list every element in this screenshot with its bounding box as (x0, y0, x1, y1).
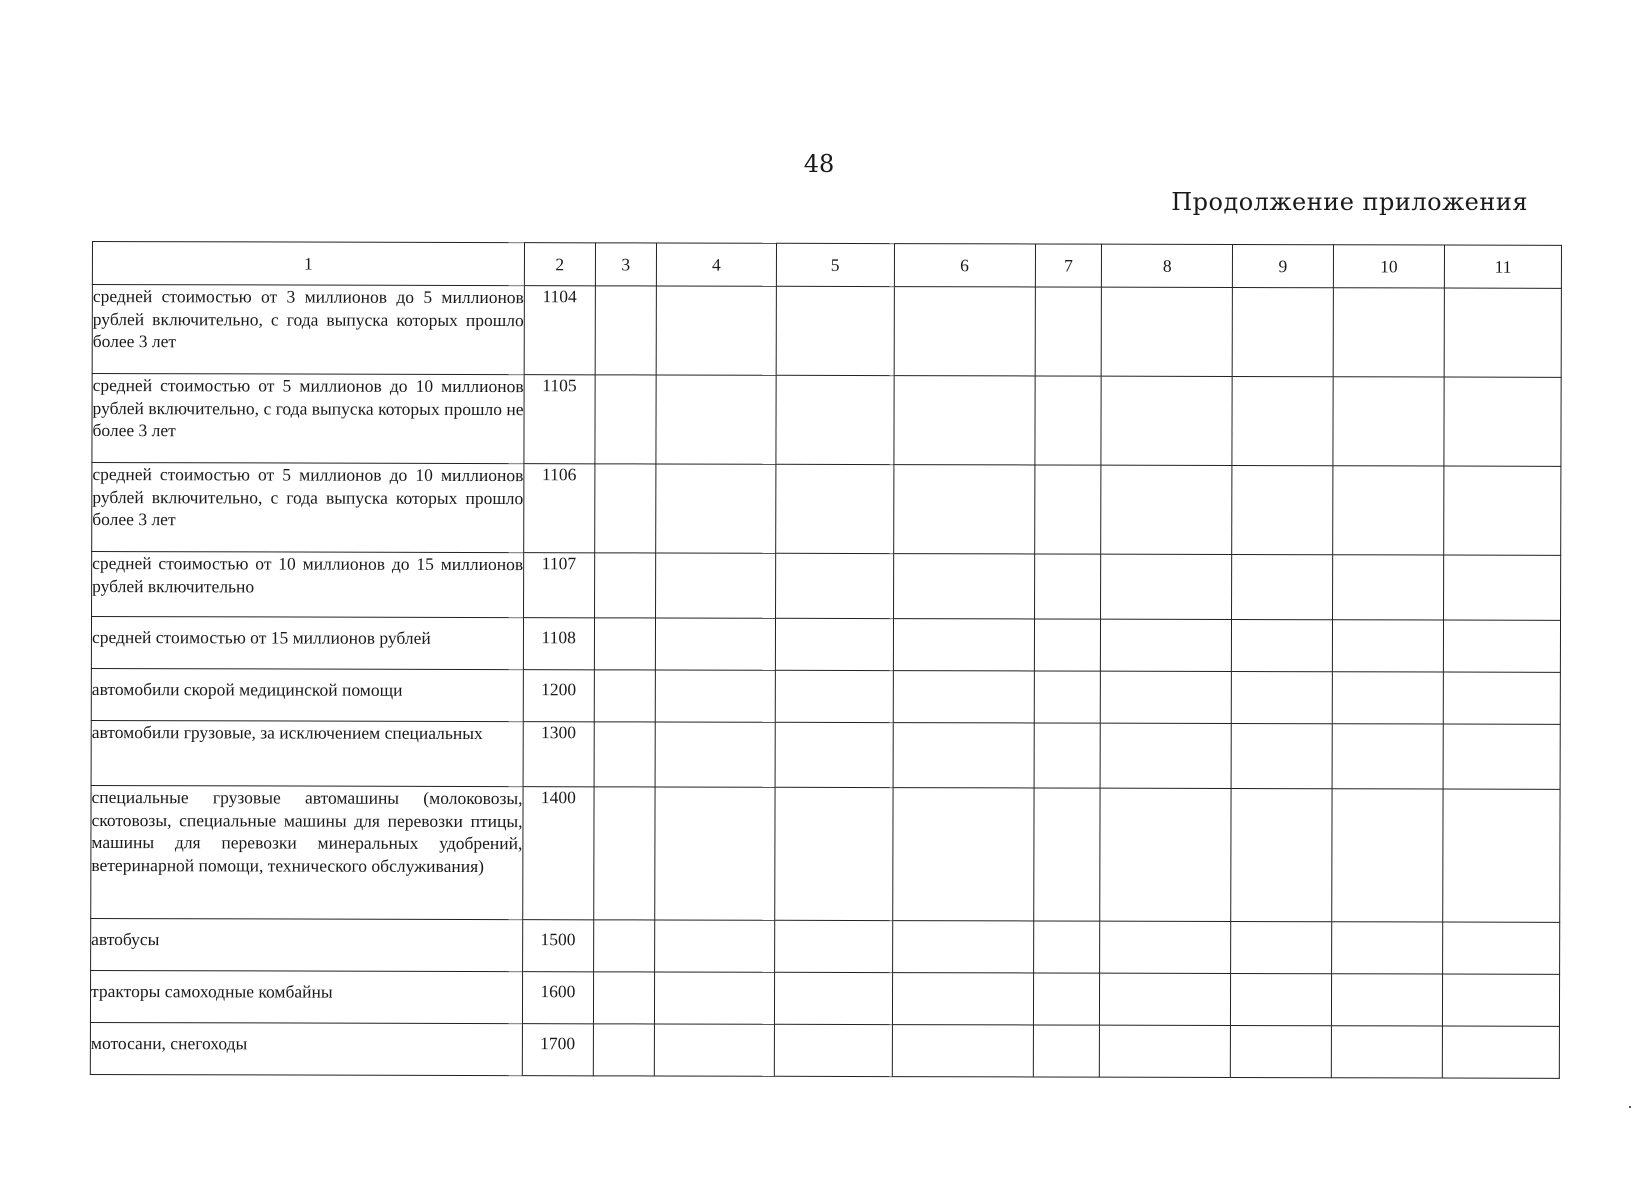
row-code: 1400 (523, 787, 594, 920)
empty-cell (1033, 973, 1100, 1025)
empty-cell (1444, 288, 1561, 377)
empty-cell (1101, 465, 1232, 554)
empty-cell (655, 787, 775, 920)
empty-cell (1232, 554, 1332, 619)
empty-cell (775, 787, 893, 920)
empty-cell (655, 722, 775, 787)
empty-cell (1101, 376, 1232, 465)
empty-cell (654, 972, 774, 1024)
row-label: автомобили скорой медицинской помощи (91, 668, 523, 721)
row-label: автомобили грузовые, за исключением специальных (91, 720, 523, 786)
column-header: 3 (595, 243, 657, 286)
empty-cell (775, 553, 893, 618)
empty-cell (1231, 788, 1332, 921)
empty-cell (1232, 619, 1332, 671)
row-code: 1107 (523, 553, 594, 618)
empty-cell (1035, 376, 1102, 465)
empty-cell (1444, 620, 1561, 672)
table-row (92, 463, 1561, 556)
empty-cell (892, 973, 1033, 1025)
empty-cell (1033, 788, 1100, 921)
table-row (91, 720, 1560, 789)
table-row (92, 374, 1561, 467)
row-code: 1106 (524, 464, 595, 553)
empty-cell (1033, 1025, 1100, 1077)
empty-cell (893, 376, 1034, 465)
empty-cell (594, 464, 656, 553)
column-header: 4 (656, 243, 776, 286)
empty-cell (1444, 377, 1561, 466)
empty-cell (892, 921, 1033, 973)
empty-cell (1331, 922, 1443, 974)
empty-cell (1100, 921, 1231, 973)
empty-cell (1331, 789, 1443, 922)
empty-cell (656, 553, 776, 618)
empty-cell (593, 787, 655, 920)
table-row (90, 1022, 1559, 1078)
empty-cell (1332, 672, 1444, 724)
column-header: 5 (776, 243, 894, 286)
empty-cell (892, 788, 1034, 921)
empty-cell (594, 670, 656, 722)
empty-cell (595, 375, 657, 464)
row-code: 1200 (523, 670, 594, 722)
empty-cell (656, 286, 776, 375)
empty-cell (1101, 287, 1232, 376)
table-row (92, 285, 1561, 378)
empty-cell (655, 618, 775, 670)
empty-cell (594, 722, 656, 787)
table-row (91, 918, 1560, 974)
empty-cell (1231, 921, 1331, 973)
empty-cell (1443, 672, 1560, 724)
empty-cell (1443, 789, 1560, 922)
row-label: средней стоимостью от 5 миллионов до 10 миллионов рублей включительно, с года выпуска которых прошло более 3 лет (92, 463, 524, 553)
column-header: 8 (1102, 244, 1233, 287)
empty-cell (1100, 973, 1231, 1025)
empty-cell (893, 554, 1034, 619)
row-code: 1105 (524, 375, 595, 464)
empty-cell (775, 464, 893, 553)
table-row (91, 785, 1560, 922)
empty-cell (594, 553, 656, 618)
empty-cell (593, 972, 655, 1024)
empty-cell (774, 972, 892, 1024)
empty-cell (893, 465, 1034, 554)
empty-cell (1100, 723, 1231, 788)
empty-cell (774, 1024, 892, 1076)
empty-cell (1232, 465, 1333, 554)
empty-cell (593, 1024, 655, 1076)
empty-cell (1232, 671, 1332, 723)
empty-cell (655, 670, 775, 722)
table-row (91, 617, 1560, 673)
empty-cell (1035, 287, 1102, 376)
column-header: 9 (1233, 244, 1333, 287)
column-header: 2 (524, 243, 595, 286)
empty-cell (1034, 465, 1101, 554)
empty-cell (893, 723, 1034, 788)
table-row (90, 970, 1559, 1026)
empty-cell (1443, 724, 1560, 789)
empty-cell (1443, 1026, 1560, 1078)
column-header: 11 (1445, 245, 1562, 288)
empty-cell (1034, 671, 1101, 723)
empty-cell (775, 722, 893, 787)
row-label: тракторы самоходные комбайны (90, 970, 522, 1023)
empty-cell (656, 375, 776, 464)
empty-cell (1231, 973, 1331, 1025)
empty-cell (1100, 788, 1231, 921)
row-label: средней стоимостью от 3 миллионов до 5 миллионов рублей включительно, с года выпуска которых прошло более 3 лет (92, 285, 524, 375)
empty-cell (1232, 376, 1333, 465)
empty-cell (593, 920, 655, 972)
empty-cell (1332, 555, 1444, 620)
column-header: 6 (894, 244, 1035, 287)
column-header: 10 (1333, 245, 1445, 288)
row-label: средней стоимостью от 5 миллионов до 10 миллионов рублей включительно, с года выпуска которых прошло не более 3 лет (92, 374, 524, 464)
empty-cell (1034, 619, 1101, 671)
empty-cell (1232, 287, 1333, 376)
empty-cell (1332, 724, 1444, 789)
scan-speck (1629, 1106, 1631, 1108)
empty-cell (1443, 974, 1560, 1026)
column-header: 7 (1035, 244, 1102, 287)
empty-cell (1444, 466, 1561, 555)
empty-cell (1231, 723, 1331, 788)
empty-cell (595, 286, 657, 375)
table-header-row (92, 242, 1561, 289)
column-header: 1 (92, 242, 524, 286)
empty-cell (1331, 974, 1443, 1026)
table-row (92, 552, 1561, 621)
empty-cell (893, 619, 1034, 671)
empty-cell (892, 1025, 1033, 1077)
empty-cell (1101, 619, 1232, 671)
row-label: автобусы (91, 918, 523, 971)
empty-cell (654, 1024, 774, 1076)
row-label: специальные грузовые автомашины (молоковозы, скотовозы, специальные машины для перевозки птицы, машины для перевозки минеральных удобрений, ветеринарной помощи, технического обслуживания) (91, 785, 523, 919)
empty-cell (775, 618, 893, 670)
empty-cell (594, 618, 656, 670)
appendix-table (90, 241, 1562, 1079)
empty-cell (776, 286, 894, 375)
row-code: 1104 (524, 286, 595, 375)
empty-cell (1101, 554, 1232, 619)
row-label: мотосани, снегоходы (90, 1022, 522, 1075)
empty-cell (1231, 1025, 1331, 1077)
empty-cell (1444, 555, 1561, 620)
empty-cell (656, 464, 776, 553)
empty-cell (894, 287, 1035, 376)
empty-cell (1034, 554, 1101, 619)
page-number: 48 (803, 150, 835, 178)
table-row (91, 668, 1560, 724)
empty-cell (1333, 288, 1445, 377)
empty-cell (1333, 377, 1445, 466)
row-code: 1600 (522, 972, 593, 1024)
empty-cell (1332, 620, 1444, 672)
empty-cell (776, 375, 894, 464)
empty-cell (893, 671, 1034, 723)
row-code: 1700 (522, 1024, 593, 1076)
row-code: 1500 (523, 920, 594, 972)
row-label: средней стоимостью от 15 миллионов рублей (91, 617, 523, 670)
empty-cell (1332, 466, 1444, 555)
empty-cell (655, 920, 775, 972)
empty-cell (1331, 1026, 1443, 1078)
empty-cell (1033, 921, 1100, 973)
row-label: средней стоимостью от 10 миллионов до 15 миллионов рублей включительно (92, 552, 524, 618)
empty-cell (775, 670, 893, 722)
empty-cell (1034, 723, 1101, 788)
empty-cell (1101, 671, 1232, 723)
empty-cell (1100, 1025, 1231, 1077)
row-code: 1108 (523, 618, 594, 670)
empty-cell (1443, 922, 1560, 974)
empty-cell (774, 920, 892, 972)
row-code: 1300 (523, 722, 594, 787)
continuation-title: Продолжение приложения (1171, 188, 1528, 216)
